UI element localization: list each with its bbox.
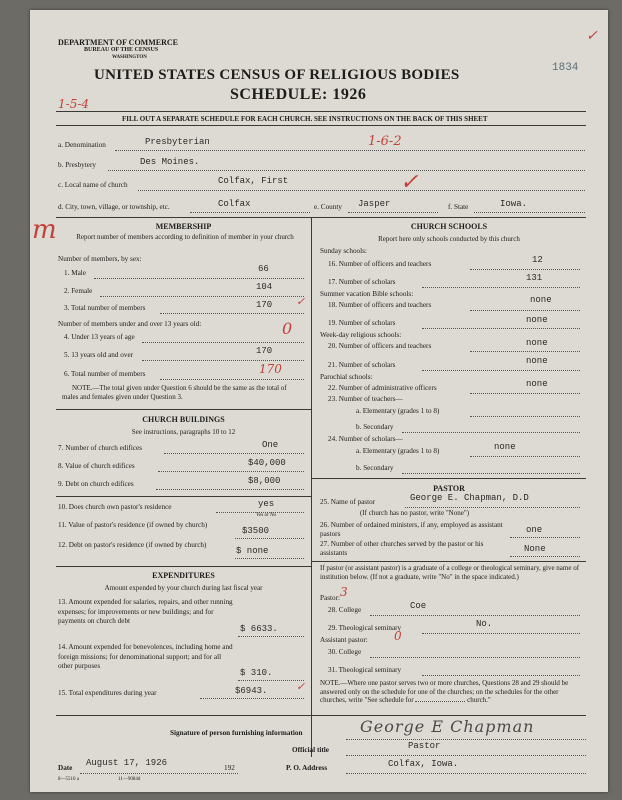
members-by-sex-label: Number of members, by sex: [58, 255, 142, 263]
fill-line [190, 212, 310, 213]
official-title-value: Pastor [408, 741, 441, 751]
q16-value: 12 [532, 255, 543, 265]
city-label: d. City, town, village, or township, etc. [58, 203, 170, 211]
q9-label: 9. Debt on church edifices [58, 480, 134, 488]
church-name-label: c. Local name of church [58, 181, 128, 189]
q28-value: Coe [410, 601, 427, 611]
sunday-schools-label: Sunday schools: [320, 247, 367, 255]
q25-value: George E. Chapman, D.D [410, 493, 529, 503]
fill-line [510, 556, 580, 557]
buildings-sub: See instructions, paragraphs 10 to 12 [131, 428, 236, 436]
fill-line [200, 698, 304, 699]
fill-line [138, 190, 585, 191]
fill-line [142, 360, 304, 361]
fill-line [164, 453, 304, 454]
q13-value: $ 6633. [240, 624, 278, 634]
q22-label: 22. Number of administrative officers [328, 384, 437, 392]
q6-value: 170 [259, 362, 282, 376]
members-by-age-label: Number of members under and over 13 years old: [58, 320, 202, 328]
q8-label: 8. Value of church edifices [58, 462, 135, 470]
denomination-value: Presbyterian [145, 137, 210, 147]
fill-line [80, 773, 238, 774]
q5-value: 170 [256, 346, 273, 356]
bureau-label: BUREAU OF THE CENSUS [84, 47, 159, 53]
state-value: Iowa. [500, 199, 528, 209]
fill-line [470, 269, 580, 270]
fill-line [346, 773, 586, 774]
q24-label: 24. Number of scholars— [328, 435, 403, 443]
fill-line [422, 328, 580, 329]
official-title-label: Official title [292, 746, 329, 754]
q9-value: $8,000 [248, 476, 281, 486]
fill-line [238, 680, 304, 681]
q19-label: 19. Number of scholars [328, 319, 396, 327]
q3-label: 3. Total number of members [64, 304, 146, 312]
buildings-heading: CHURCH BUILDINGS [142, 415, 225, 424]
q7-value: One [262, 440, 279, 450]
year-suffix: 192 [224, 764, 235, 772]
divider [56, 409, 311, 410]
fill-line [370, 615, 580, 616]
divider [311, 478, 586, 479]
q10-sublabel: Yes or No [256, 513, 277, 518]
q24a-value: none [494, 442, 516, 452]
q12-value: $ none [236, 546, 269, 556]
red-tick: ✓ [296, 680, 306, 693]
fill-line [470, 416, 580, 417]
divider [56, 111, 586, 112]
q4-label: 4. Under 13 years of age [64, 333, 135, 341]
fill-line [160, 313, 304, 314]
red-mark-pastor: 3 [340, 585, 348, 599]
divider [56, 566, 311, 567]
q21-value: none [526, 356, 548, 366]
pastor-sublabel: Pastor: [320, 594, 340, 602]
corner-check-mark: ✓ [586, 28, 598, 44]
fill-line [115, 150, 585, 151]
weekday-schools-label: Week-day religious schools: [320, 331, 402, 339]
county-label: e. County [314, 203, 342, 211]
fill-line [470, 456, 580, 457]
q4-value: 0 [282, 319, 293, 338]
denomination-label: a. Denomination [58, 141, 106, 149]
q24b-label: b. Secondary [356, 464, 394, 472]
po-address-value: Colfax, Iowa. [388, 759, 459, 769]
presbytery-label: b. Presbytery [58, 161, 96, 169]
q1-value: 66 [258, 264, 269, 274]
q10-label: 10. Does church own pastor's residence [58, 503, 172, 511]
q27-label: 27. Number of other churches served by the pastor or his assistants [320, 540, 484, 557]
fill-line [156, 489, 304, 490]
q29-label: 29. Theological seminary [328, 624, 402, 632]
membership-note: NOTE.—The total given under Question 6 should be the same as the total of males and females given under Question 3. [62, 384, 287, 401]
fill-line [402, 473, 580, 474]
divider [56, 217, 586, 218]
q11-label: 11. Value of pastor's residence (if owned by church) [58, 521, 208, 529]
q26-label: 26. Number of ordained ministers, if any, employed as assistant pastors [320, 521, 503, 538]
signature: George E Chapman [360, 717, 535, 736]
divider [311, 561, 586, 562]
q18-label: 18. Number of officers and teachers [328, 301, 432, 309]
expenditures-heading: EXPENDITURES [152, 571, 215, 580]
fill-line [346, 755, 586, 756]
fill-line [100, 296, 304, 297]
fill-line [422, 287, 580, 288]
fill-line [370, 657, 580, 658]
fill-line [235, 558, 304, 559]
fill-line [405, 507, 580, 508]
q2-value: 104 [256, 282, 273, 292]
hand-code-left: 1-5-4 [58, 97, 90, 111]
divider [56, 496, 311, 497]
fill-line [422, 675, 580, 676]
hand-code-right: 1-6-2 [368, 134, 402, 149]
q11-value: $3500 [242, 526, 270, 536]
q29-value: No. [476, 619, 493, 629]
pastor-note-end: church." [467, 696, 491, 705]
fill-line [108, 170, 585, 171]
q6-label: 6. Total number of members [64, 370, 146, 378]
q21-label: 21. Number of scholars [328, 361, 396, 369]
q16-label: 16. Number of officers and teachers [328, 260, 432, 268]
fill-line [160, 379, 304, 380]
q10-value: yes [258, 499, 275, 509]
fill-line [474, 212, 585, 213]
red-tick: ✓ [296, 295, 306, 308]
divider [56, 125, 586, 126]
county-value: Jasper [358, 199, 391, 209]
q23-label: 23. Number of teachers— [328, 395, 403, 403]
margin-scribble: m [32, 215, 57, 245]
fill-line [94, 278, 304, 279]
q15-value: $6943. [235, 686, 268, 696]
fill-line [402, 432, 580, 433]
q2-label: 2. Female [64, 287, 93, 295]
city-label: WASHINGTON [112, 55, 147, 60]
q24a-label: a. Elementary (grades 1 to 8) [356, 447, 440, 455]
form-title: UNITED STATES CENSUS OF RELIGIOUS BODIES [94, 67, 460, 83]
schools-intro: Report here only schools conducted by this church [378, 235, 520, 243]
fill-line [346, 739, 586, 740]
q1-label: 1. Male [64, 269, 86, 277]
q3-value: 170 [256, 300, 273, 310]
fill-line [142, 342, 304, 343]
print-code: 11—9084d [118, 777, 141, 782]
fill-line [422, 633, 580, 634]
membership-heading: MEMBERSHIP [155, 222, 212, 231]
q23a-label: a. Elementary (grades 1 to 8) [356, 407, 440, 415]
vacation-schools-label: Summer vacation Bible schools: [320, 290, 414, 298]
pastor-heading: PASTOR [433, 484, 465, 493]
city-value: Colfax [218, 199, 251, 209]
q28-label: 28. College [328, 606, 362, 614]
fill-line [348, 212, 438, 213]
po-address-label: P. O. Address [286, 764, 328, 772]
q22-value: none [526, 379, 548, 389]
signature-label: Signature of person furnishing information [170, 729, 303, 737]
q12-label: 12. Debt on pastor's residence (if owned by church) [58, 541, 207, 549]
q19-value: none [526, 315, 548, 325]
q14-label: 14. Amount expended for benevolences, including home and foreign missions; for denominational support; and for all other purposes [58, 643, 233, 670]
form-code: 8—5510 a [58, 777, 79, 782]
pastor-note-block [320, 679, 584, 705]
expenditures-sub: Amount expended by your church during last fiscal year [104, 584, 263, 592]
department-label: DEPARTMENT OF COMMERCE [58, 38, 179, 47]
graduate-note: If pastor (or assistant pastor) is a graduate of a college or theological seminary, give name of institution below. (If not a graduate, write "No" in the space indicated.) [320, 564, 580, 581]
fill-line [158, 471, 304, 472]
red-zero-mark: 0 [394, 629, 402, 643]
q27-value: None [524, 544, 546, 554]
fill-line [235, 538, 304, 539]
q23b-label: b. Secondary [356, 423, 394, 431]
state-label: f. State [448, 203, 469, 211]
q13-label: 13. Amount expended for salaries, repairs, and other running expenses; for improvements or new buildings; and for payments on church debt [58, 598, 233, 625]
q17-label: 17. Number of scholars [328, 278, 396, 286]
q31-label: 31. Theological seminary [328, 666, 402, 674]
q20-value: none [526, 338, 548, 348]
red-check-mark: ✓ [400, 170, 419, 195]
divider [56, 715, 586, 716]
assistant-pastor-sublabel: Assistant pastor: [320, 636, 368, 644]
membership-intro: Report number of members according to definition of member in your church [76, 233, 294, 241]
q7-label: 7. Number of church edifices [58, 444, 143, 452]
q20-label: 20. Number of officers and teachers [328, 342, 432, 350]
q25-label: 25. Name of pastor [320, 498, 376, 506]
schedule-title: SCHEDULE: 1926 [230, 86, 367, 103]
q8-value: $40,000 [248, 458, 286, 468]
fill-line [470, 310, 580, 311]
date-label: Date [58, 764, 73, 772]
q30-label: 30. College [328, 648, 362, 656]
pastor-note: NOTE.—Where one pastor serves two or more churches, Questions 28 and 29 should be answered only on the schedule for one of the churches; on the schedules for the other churches, write "See schedule for [320, 679, 569, 705]
q15-label: 15. Total expenditures during year [58, 689, 157, 697]
q17-value: 131 [526, 273, 543, 283]
fill-line [422, 370, 580, 371]
census-schedule-page [30, 10, 608, 792]
fill-line [470, 351, 580, 352]
stamp-number: 1834 [552, 62, 579, 74]
q14-value: $ 310. [240, 668, 273, 678]
presbytery-value: Des Moines. [140, 157, 200, 167]
fill-line [470, 393, 580, 394]
q5-label: 5. 13 years old and over [64, 351, 134, 359]
q25-sublabel: (If church has no pastor, write "None") [360, 509, 470, 517]
schools-heading: CHURCH SCHOOLS [410, 222, 488, 231]
fill-line [510, 537, 580, 538]
q18-value: none [530, 295, 552, 305]
parochial-schools-label: Parochial schools: [320, 373, 373, 381]
church-name-value: Colfax, First [218, 176, 289, 186]
q26-value: one [526, 525, 543, 535]
date-value: August 17, 1926 [86, 758, 168, 768]
instructions-banner: FILL OUT A SEPARATE SCHEDULE FOR EACH CHURCH. SEE INSTRUCTIONS ON THE BACK OF THIS SHEET [122, 115, 488, 123]
fill-line [238, 636, 304, 637]
fill-line [415, 701, 465, 702]
